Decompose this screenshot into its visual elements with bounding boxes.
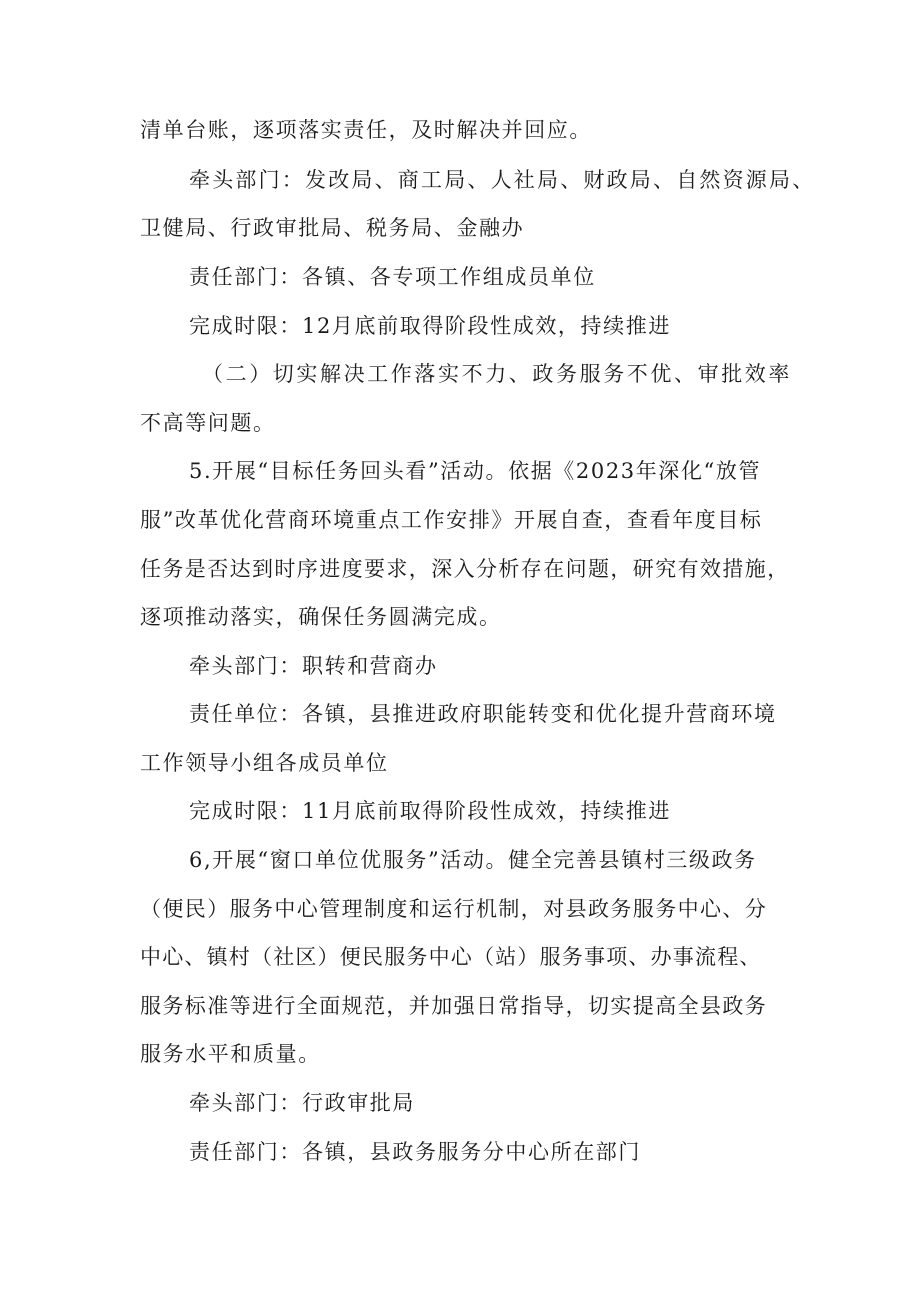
text-line: 责任部门：各镇、各专项工作组成员单位 bbox=[189, 265, 596, 289]
section-heading: （二）切实解决工作落实不力、政务服务不优、审批效率 bbox=[202, 362, 792, 386]
text-line: （便民）服务中心管理制度和运行机制，对县政务服务中心、分 bbox=[140, 897, 768, 921]
text-line: 清单台账，逐项落实责任，及时解决并回应。 bbox=[140, 118, 592, 142]
text-line: 逐项推动落实，确保任务圆满完成。 bbox=[140, 605, 502, 629]
text-line: 完成时限：12月底前取得阶段性成效，持续推进 bbox=[189, 314, 671, 338]
text-line: 责任单位：各镇，县推进政府职能转变和优化提升营商环境 bbox=[189, 702, 777, 726]
text-line: 卫健局、行政审批局、税务局、金融办 bbox=[140, 216, 525, 240]
text-line: 牵头部门：发改局、商工局、人社局、财政局、自然资源局、 bbox=[189, 168, 816, 192]
text-line: 中心、镇村（社区）便民服务中心（站）服务事项、办事流程、 bbox=[140, 945, 762, 969]
text-line: 牵头部门：职转和营商办 bbox=[189, 654, 438, 678]
section-heading-cont: 不高等问题。 bbox=[140, 411, 276, 435]
text-line: 牵头部门：行政审批局 bbox=[189, 1091, 415, 1115]
text-line: 责任部门：各镇，县政务服务分中心所在部门 bbox=[189, 1140, 641, 1164]
text-line: 完成时限：11月底前取得阶段性成效，持续推进 bbox=[189, 799, 671, 823]
text-line: 服务水平和质量。 bbox=[140, 1042, 321, 1066]
text-line: 服务标准等进行全面规范，并加强日常指导，切实提高全县政务 bbox=[140, 994, 768, 1018]
text-line: 服”改革优化营商环境重点工作安排》开展自查，查看年度目标 bbox=[140, 508, 763, 532]
text-line: 任务是否达到时序进度要求，深入分析存在问题，研究有效措施， bbox=[140, 557, 790, 581]
text-line: 6,开展“窗口单位优服务”活动。健全完善县镇村三级政务 bbox=[189, 848, 757, 872]
text-line: 工作领导小组各成员单位 bbox=[140, 751, 389, 775]
text-line: 5.开展“目标任务回头看”活动。依据《2023年深化“放管 bbox=[189, 459, 762, 483]
